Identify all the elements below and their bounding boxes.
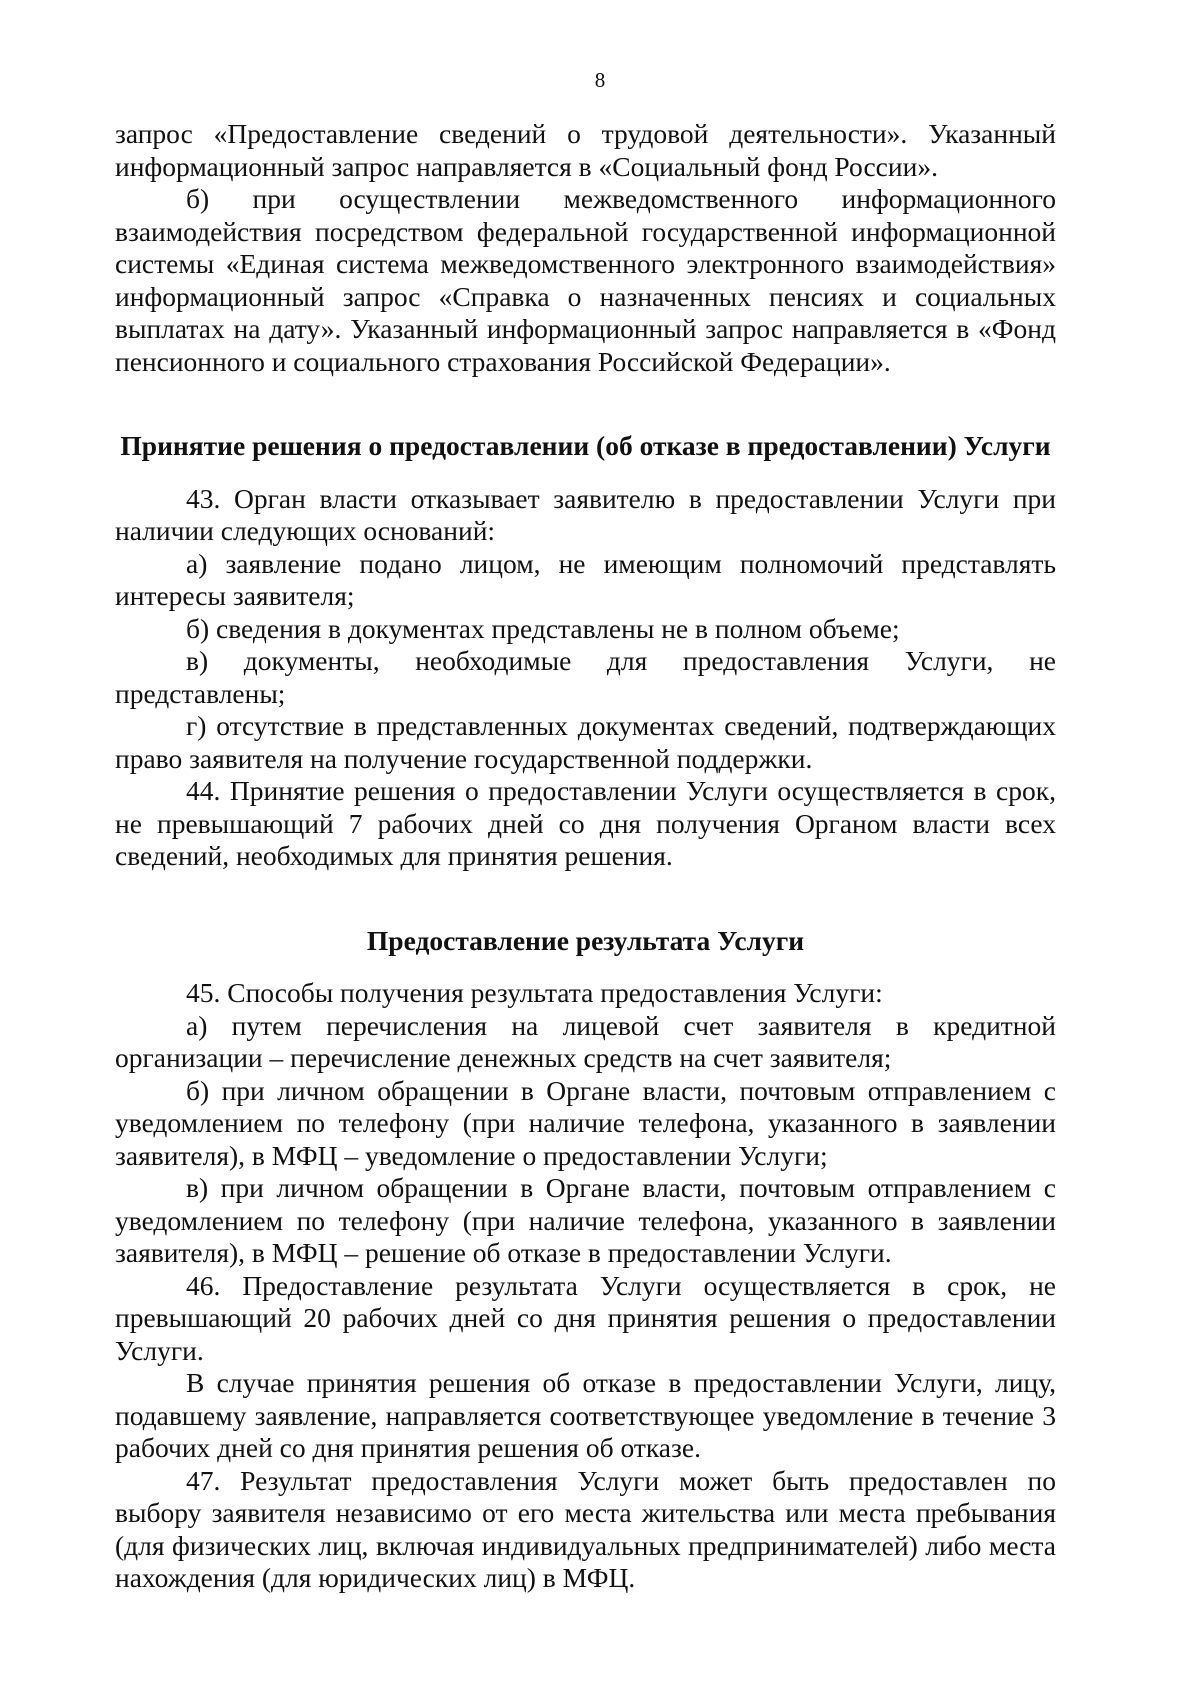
paragraph-46-refusal: В случае принятия решения об отказе в предоставлении Услуги, лицу, подавшему заявление, направляется соответствующее уведомление в течение 3 рабочих дней со дня принятия решения об отказе. bbox=[115, 1367, 1056, 1463]
paragraph-45: 45. Способы получения результата предоставления Услуги: bbox=[186, 977, 883, 1008]
paragraph-continuation: запрос «Предоставление сведений о трудовой деятельности». Указанный информационный запрос направляется в «Социальный фонд России». bbox=[115, 118, 1056, 182]
document-body bbox=[115, 118, 1056, 1595]
paragraph-43: 43. Орган власти отказывает заявителю в предоставлении Услуги при наличии следующих оснований: bbox=[115, 482, 1056, 546]
paragraph-43-b: б) сведения в документах представлены не в полном объеме; bbox=[186, 612, 900, 644]
paragraph-46: 46. Предоставление результата Услуги осуществляется в срок, не превышающий 20 рабочих дней со дня принятия решения о предоставлении Услуги. bbox=[115, 1269, 1056, 1366]
paragraph-43-v: в) документы, необходимые для предоставления Услуги, не представлены; bbox=[115, 645, 1056, 709]
section-heading-result: Предоставление результата Услуги bbox=[366, 924, 805, 956]
paragraph-item-b: б) при осуществлении межведомственного информационного взаимодействия посредством федеральной государственной информационной системы «Единая система межведомственного электронного взаимодействия» информационный запрос «Справка о назначенных пенсиях и социальных выплатах на дату». Указанный информационный запрос направляется в «Фонд пенсионного и социального страхования Российской Федерации». bbox=[115, 183, 1056, 377]
paragraph-45-b: б) при личном обращении в Органе власти, почтовым отправлением с уведомлением по телефону (при наличие телефона, указанного в заявлении заявителя), в МФЦ – уведомление о предоставлении Услуги; bbox=[115, 1074, 1056, 1171]
paragraph-45-a: а) путем перечисления на лицевой счет заявителя в кредитной организации – перечисление денежных средств на счет заявителя; bbox=[115, 1009, 1056, 1073]
paragraph-45-v: в) при личном обращении в Органе власти, почтовым отправлением с уведомлением по телефону (при наличие телефона, указанного в заявлении заявителя), в МФЦ – решение об отказе в предоставлении Услуги. bbox=[115, 1172, 1056, 1268]
paragraph-44: 44. Принятие решения о предоставлении Услуги осуществляется в срок, не превышающий 7 рабочих дней со дня получения Органом власти всех сведений, необходимых для принятия решения. bbox=[115, 775, 1056, 871]
section-heading-decision: Принятие решения о предоставлении (об отказе в предоставлении) Услуги bbox=[120, 430, 1051, 461]
paragraph-43-a: а) заявление подано лицом, не имеющим полномочий представлять интересы заявителя; bbox=[115, 547, 1056, 611]
paragraph-43-g: г) отсутствие в представленных документах сведений, подтверждающих право заявителя на получение государственной поддержки. bbox=[115, 710, 1056, 774]
page-number: 8 bbox=[594, 68, 606, 92]
paragraph-47: 47. Результат предоставления Услуги может быть предоставлен по выбору заявителя независимо от его места жительства или места пребывания (для физических лиц, включая индивидуальных предпринимателей) либо места нахождения (для юридических лиц) в МФЦ. bbox=[115, 1464, 1056, 1593]
